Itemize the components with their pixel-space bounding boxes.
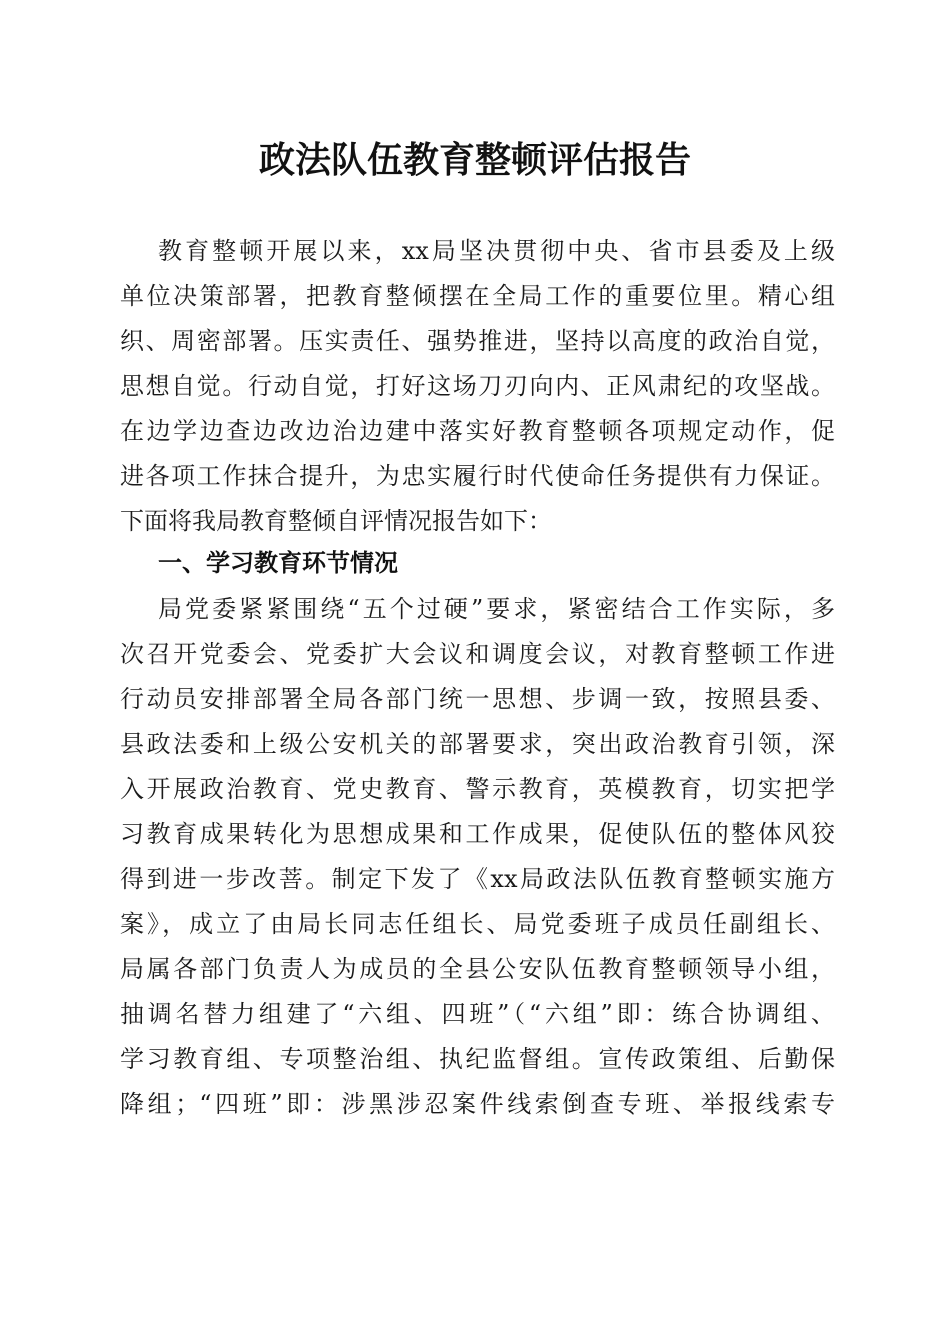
paragraph-line: 局属各部门负责人为成员的全县公安队伍教育整顿领导小组， (120, 955, 835, 983)
paragraph-line: 抽调名替力组建了“六组、四班”（“六组”即：练合协调组、 (120, 1000, 835, 1028)
section-heading: 一、学习教育环节情况 (158, 549, 398, 577)
paragraph-line: 织、周密部署。压实责任、强势推进，坚持以高度的政治自觉， (120, 327, 835, 355)
paragraph-line: 县政法委和上级公安机关的部署要求，突出政治教育引领，深 (120, 730, 835, 758)
paragraph-line: 教育整顿开展以来，xx局坚决贯彻中央、省市县委及上级 (158, 237, 835, 265)
paragraph-line: 在边学边查边改边治边建中落实好教育整顿各项规定动作，促 (120, 417, 835, 445)
paragraph-line: 学习教育组、专项整治组、执纪监督组。宣传政策组、后勤保 (120, 1045, 835, 1073)
paragraph-line: 案》，成立了由局长同志任组长、局党委班子成员任副组长、 (120, 910, 835, 938)
paragraph-line: 局党委紧紧围绕“五个过硬”要求，紧密结合工作实际，多 (158, 595, 835, 623)
paragraph-line: 次召开党委会、党委扩大会议和调度会议，对教育整顿工作进 (120, 640, 835, 668)
document-title: 政法队伍教育整顿评估报告 (258, 139, 691, 181)
paragraph-line: 行动员安排部署全局各部门统一思想、步调一致，按照县委、 (120, 685, 835, 713)
paragraph-line: 下面将我局教育整倾自评情况报告如下： (120, 507, 552, 535)
paragraph-line: 入开展政治教育、党史教育、警示教育，英模教育，切实把学 (120, 775, 835, 803)
paragraph-line: 思想自觉。行动自觉，打好这场刀刃向内、正风肃纪的攻坚战。 (120, 372, 835, 400)
paragraph-line: 习教育成果转化为思想成果和工作成果，促使队伍的整体风狡 (120, 820, 835, 848)
paragraph-line: 进各项工作抹合提升，为忠实履行时代使命任务提供有力保证。 (120, 462, 835, 490)
paragraph-line: 单位决策部署，把教育整倾摆在全局工作的重要位里。精心组 (120, 282, 835, 310)
paragraph-line: 降组；“四班”即：涉黑涉忍案件线索倒查专班、举报线索专 (120, 1090, 835, 1118)
paragraph-line: 得到进一步改菩。制定下发了《xx局政法队伍教育整顿实施方 (120, 865, 835, 893)
